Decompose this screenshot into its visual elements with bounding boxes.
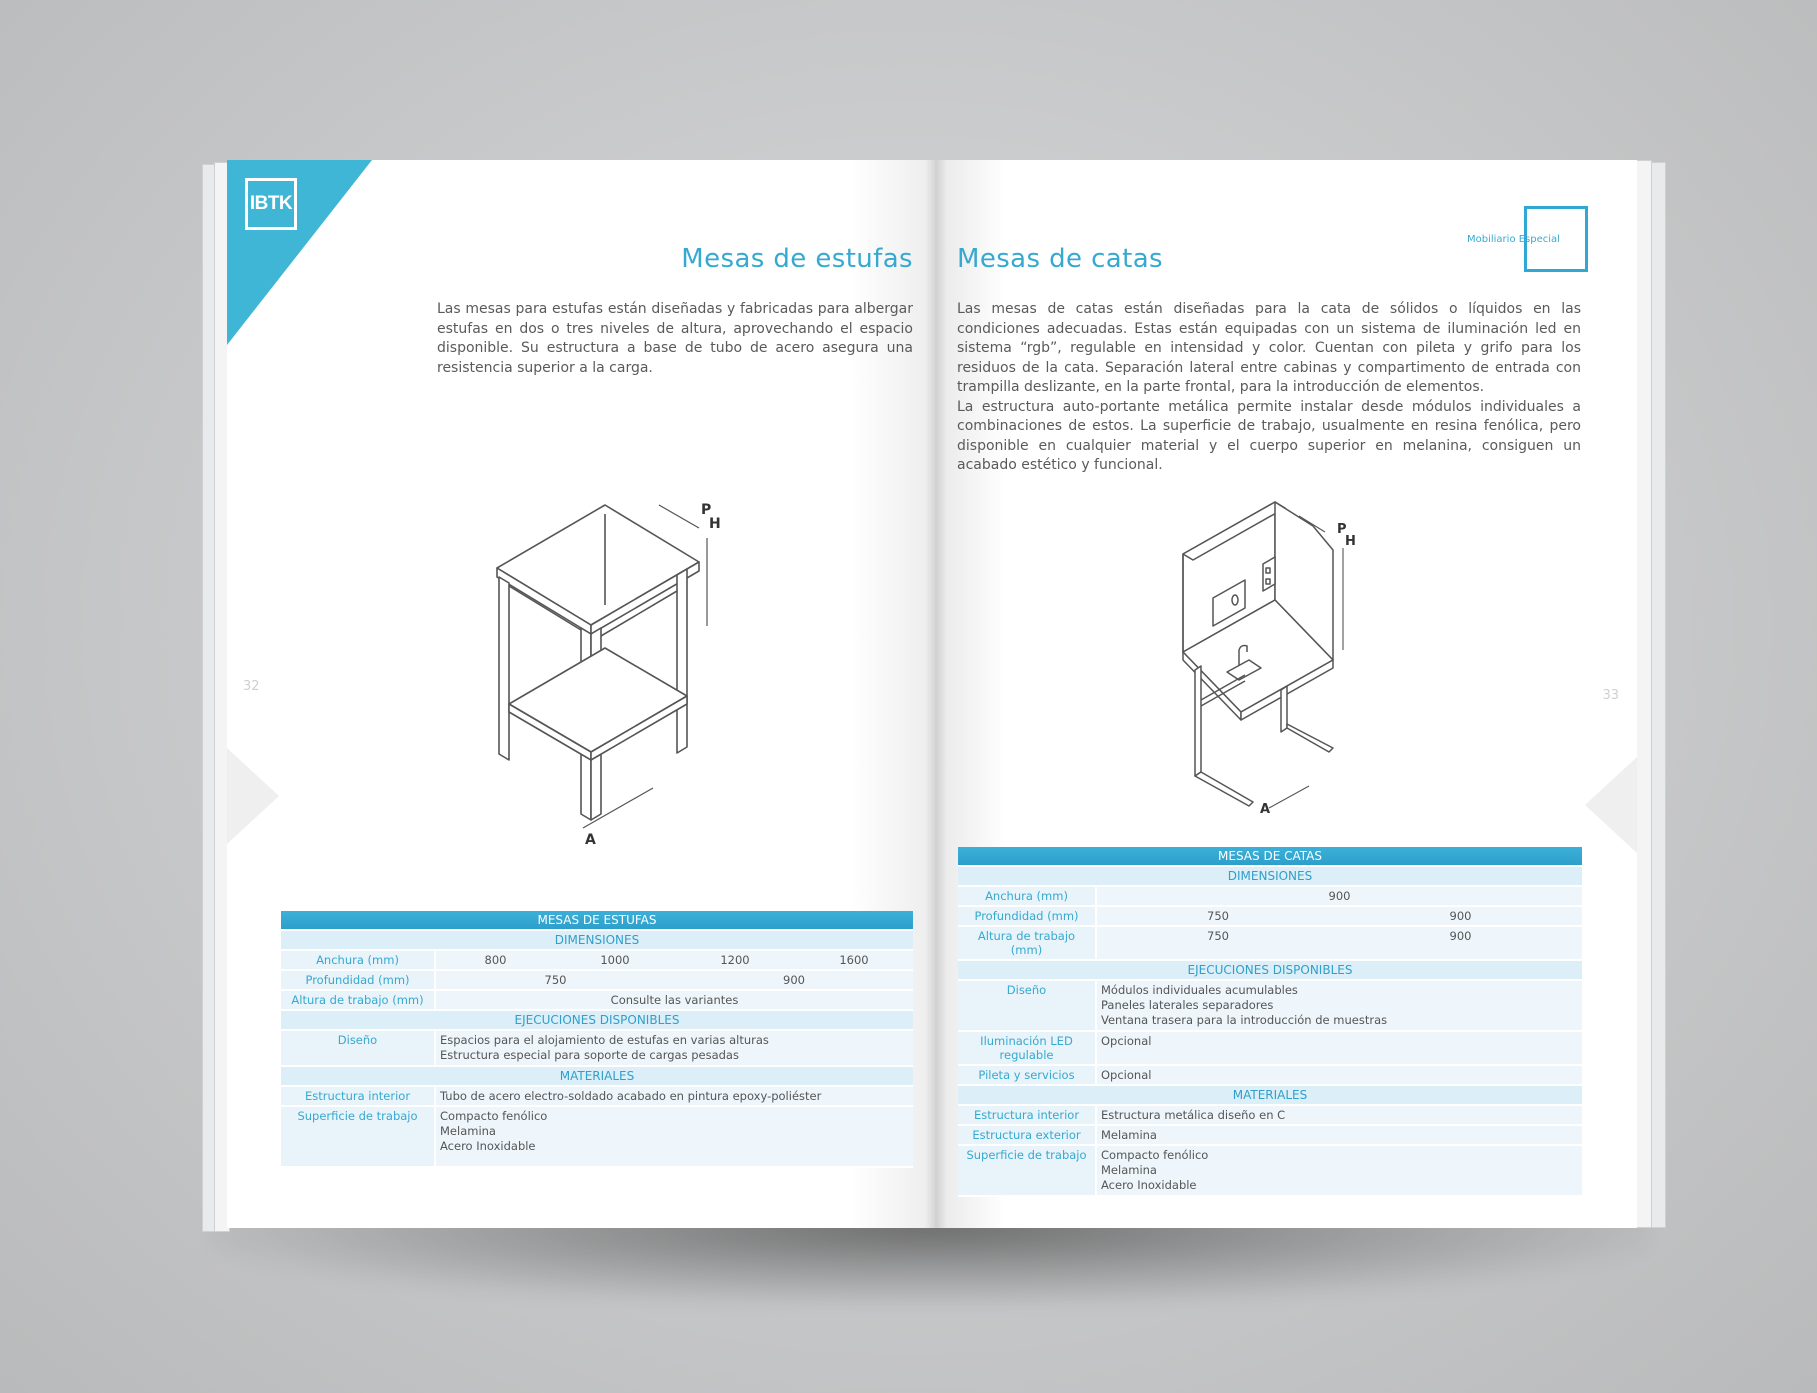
altura-value: Consulte las variantes xyxy=(435,990,913,1010)
anchura-label: Anchura (mm) xyxy=(281,950,435,970)
dim-label-p: P xyxy=(701,502,712,518)
anchura-value: 1000 xyxy=(555,950,675,970)
profundidad-label: Profundidad (mm) xyxy=(958,906,1096,926)
ejecuciones-header: EJECUCIONES DISPONIBLES xyxy=(958,960,1582,980)
superficie-value xyxy=(435,1106,913,1167)
superficie-line: Compacto fenólico xyxy=(440,1109,548,1123)
iluminacion-value: Opcional xyxy=(1096,1031,1582,1065)
pileta-label: Pileta y servicios xyxy=(958,1065,1096,1085)
profundidad-value: 900 xyxy=(1339,906,1582,926)
dim-label-h: H xyxy=(1345,534,1356,549)
anchura-label: Anchura (mm) xyxy=(958,886,1096,906)
right-page xyxy=(935,160,1637,1228)
anchura-value: 1200 xyxy=(675,950,795,970)
diseno-line: Módulos individuales acumulables xyxy=(1101,983,1298,997)
book-spine xyxy=(925,160,947,1228)
profundidad-value: 900 xyxy=(675,970,913,990)
diseno-label: Diseño xyxy=(281,1030,435,1066)
diseno-line: Ventana trasera para la introducción de muestras xyxy=(1101,1013,1388,1027)
profundidad-value: 750 xyxy=(1096,906,1339,926)
left-paragraph-1: Las mesas para estufas están diseñadas y fabricadas para albergar estufas en dos o tres niveles de altura, aprovechando el espacio disponible. Su estructura a base de tubo de acero asegura una resistencia superior a la carga. xyxy=(437,301,913,376)
superficie-line: Acero Inoxidable xyxy=(440,1139,536,1153)
right-page-number: 33 xyxy=(1602,688,1619,703)
diseno-line: Paneles laterales separadores xyxy=(1101,998,1274,1012)
superficie-label: Superficie de trabajo xyxy=(958,1145,1096,1196)
superficie-line: Acero Inoxidable xyxy=(1101,1178,1197,1192)
dimensions-header: DIMENSIONES xyxy=(958,866,1582,886)
left-page xyxy=(227,160,935,1228)
anchura-value: 800 xyxy=(435,950,555,970)
estructura-exterior-label: Estructura exterior xyxy=(958,1125,1096,1145)
stove-table-drawing xyxy=(477,460,767,848)
right-page-title: Mesas de catas xyxy=(957,244,1163,274)
dimensions-header: DIMENSIONES xyxy=(281,930,913,950)
altura-label: Altura de trabajo (mm) xyxy=(281,990,435,1010)
right-page-description xyxy=(957,300,1581,476)
materiales-header: MATERIALES xyxy=(958,1085,1582,1105)
pileta-value: Opcional xyxy=(1096,1065,1582,1085)
materiales-header: MATERIALES xyxy=(281,1066,913,1086)
superficie-line: Melamina xyxy=(440,1124,496,1138)
diseno-label: Diseño xyxy=(958,980,1096,1031)
diseno-value xyxy=(1096,980,1582,1031)
anchura-value: 1600 xyxy=(795,950,913,970)
section-marker-box xyxy=(1524,206,1588,272)
altura-value: 900 xyxy=(1339,926,1582,960)
dim-label-a: A xyxy=(1260,802,1271,817)
left-page-title: Mesas de estufas xyxy=(681,244,913,274)
left-page-number: 32 xyxy=(243,679,260,694)
dim-label-h: H xyxy=(709,516,721,532)
ejecuciones-header: EJECUCIONES DISPONIBLES xyxy=(281,1010,913,1030)
profundidad-value: 750 xyxy=(435,970,675,990)
tasting-booth-drawing xyxy=(1165,490,1435,820)
right-page-tab-notch xyxy=(1585,757,1637,853)
spec-title: MESAS DE ESTUFAS xyxy=(281,911,913,930)
superficie-label: Superficie de trabajo xyxy=(281,1106,435,1167)
spec-title: MESAS DE CATAS xyxy=(958,847,1582,866)
right-paragraph-1: Las mesas de catas están diseñadas para la cata de sólidos o líquidos en las condiciones adecuadas. Estas están equipadas con un sistema de iluminación led en sistema “rgb”, regulable en intensidad y color. Cuentan con pileta y grifo para los residuos de la cata. Separación lateral entre cabinas y compartimento de entrada con trampilla deslizante, en la parte frontal, para la introducción de elementos. xyxy=(957,301,1581,395)
dim-label-p: P xyxy=(1337,522,1347,537)
estructura-interior-value: Tubo de acero electro-soldado acabado en pintura epoxy-poliéster xyxy=(435,1086,913,1106)
superficie-value xyxy=(1096,1145,1582,1196)
diseno-line: Espacios para el alojamiento de estufas en varias alturas xyxy=(440,1033,769,1047)
altura-value: 750 xyxy=(1096,926,1339,960)
altura-label: Altura de trabajo (mm) xyxy=(958,926,1096,960)
estructura-interior-label: Estructura interior xyxy=(281,1086,435,1106)
right-paragraph-2: La estructura auto-portante metálica permite instalar desde módulos individuales a combinaciones de estos. La superficie de trabajo, usualmente en resina fenólica, pero disponible en cualquier material y el cuerpo superior en melanina, consiguen un acabado estético y funcional. xyxy=(957,398,1581,473)
iluminacion-label: Iluminación LED regulable xyxy=(958,1031,1096,1065)
profundidad-label: Profundidad (mm) xyxy=(281,970,435,990)
ibtk-logo: IBTK xyxy=(245,178,297,230)
dim-label-a: A xyxy=(585,832,596,848)
superficie-line: Compacto fenólico xyxy=(1101,1148,1209,1162)
left-page-description xyxy=(437,300,913,378)
diseno-value xyxy=(435,1030,913,1066)
stove-table-specs xyxy=(281,911,913,1168)
anchura-value: 900 xyxy=(1096,886,1582,906)
diseno-line: Estructura especial para soporte de cargas pesadas xyxy=(440,1048,739,1062)
estructura-interior-value: Estructura metálica diseño en C xyxy=(1096,1105,1582,1125)
section-label: Mobiliario Especial xyxy=(1467,234,1560,245)
right-page-stack-inner xyxy=(1636,160,1652,1228)
estructura-exterior-value: Melamina xyxy=(1096,1125,1582,1145)
superficie-line: Melamina xyxy=(1101,1163,1157,1177)
left-page-tab-notch xyxy=(227,748,279,844)
estructura-interior-label: Estructura interior xyxy=(958,1105,1096,1125)
tasting-table-specs xyxy=(958,847,1582,1197)
